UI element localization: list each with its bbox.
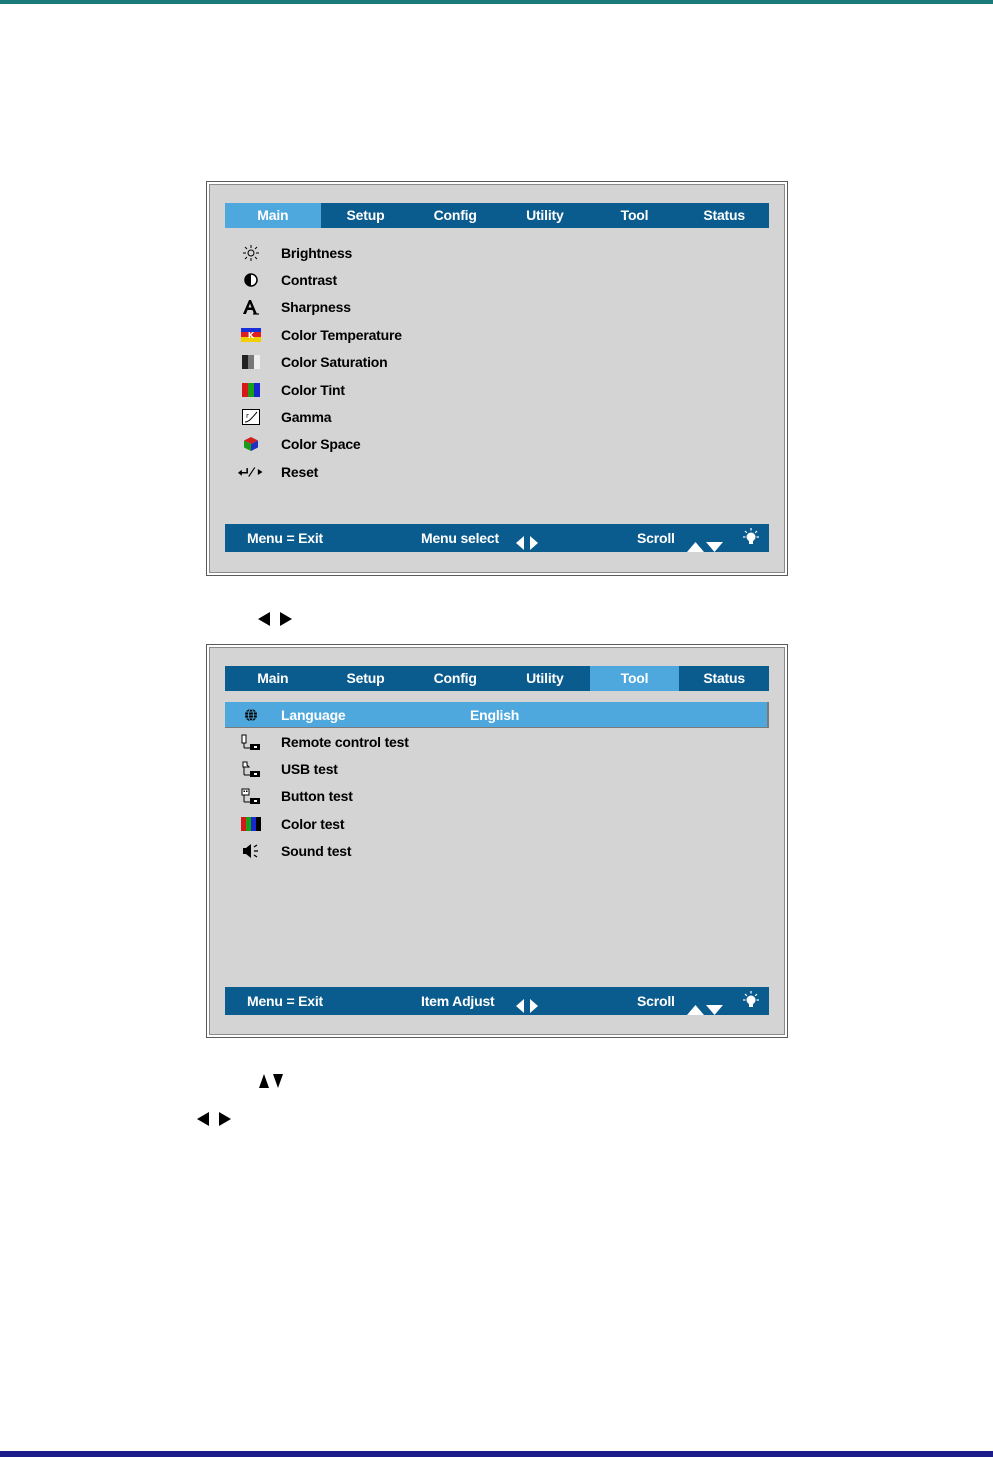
- footer-bar: [225, 524, 769, 552]
- half-circle-icon: [238, 272, 264, 288]
- speaker-icon: [238, 843, 264, 859]
- menu-item-reset[interactable]: [225, 458, 769, 485]
- tab-bar: [225, 203, 769, 228]
- left-right-arrows-icon: [516, 994, 540, 1022]
- left-right-arrows-icon: [197, 1112, 233, 1131]
- tab-utility[interactable]: Utility: [526, 207, 564, 223]
- tab-utility[interactable]: Utility: [526, 670, 564, 686]
- color-space-cube-icon: [238, 436, 264, 452]
- svg-text:K: K: [247, 330, 255, 340]
- menu-item-brightness[interactable]: [225, 239, 769, 266]
- menu-item-label: Color Saturation: [281, 354, 388, 371]
- remote-test-icon: [238, 734, 264, 750]
- menu-item-label: Color Space: [281, 436, 361, 453]
- osd-tool-menu-panel: [206, 644, 788, 1038]
- menu-item-label: Button test: [281, 788, 353, 805]
- footer-scroll-hint: Scroll: [637, 530, 675, 546]
- menu-item-label: Brightness: [281, 244, 353, 261]
- menu-item-label: Color Temperature: [281, 326, 402, 343]
- footer-item-adjust-hint: Item Adjust: [421, 993, 495, 1009]
- tab-setup[interactable]: Setup: [346, 670, 385, 686]
- menu-item-color-test[interactable]: [225, 810, 769, 837]
- tab-main[interactable]: Main: [225, 203, 321, 228]
- sharpness-icon: [238, 299, 264, 315]
- menu-item-label: Remote control test: [281, 733, 409, 750]
- tab-config[interactable]: Config: [433, 207, 477, 223]
- left-right-arrows-icon: [258, 612, 294, 631]
- sun-icon: [238, 245, 264, 261]
- usb-test-icon: [238, 761, 264, 777]
- footer-exit-hint: Menu = Exit: [247, 530, 323, 546]
- menu-item-gamma[interactable]: [225, 403, 769, 430]
- top-rule: [0, 0, 993, 4]
- menu-item-label: Color Tint: [281, 381, 345, 398]
- menu-item-label: Color test: [281, 815, 345, 832]
- gamma-icon: [238, 409, 264, 425]
- menu-item-label: Sound test: [281, 843, 352, 860]
- osd-main-menu-panel: [206, 181, 788, 576]
- tab-main[interactable]: Main: [257, 670, 289, 686]
- menu-item-label: USB test: [281, 761, 338, 778]
- menu-item-color-saturation[interactable]: [225, 349, 769, 376]
- left-right-arrows-icon: [516, 531, 540, 559]
- footer-menu-select-hint: Menu select: [421, 530, 499, 546]
- tab-tool[interactable]: Tool: [590, 666, 680, 691]
- menu-item-color-space[interactable]: [225, 431, 769, 458]
- color-test-icon: [238, 816, 264, 832]
- menu-item-label: Contrast: [281, 272, 337, 289]
- menu-items-list: [225, 239, 769, 486]
- language-value[interactable]: English: [470, 706, 520, 723]
- tab-bar: [225, 666, 769, 691]
- menu-item-color-tint[interactable]: [225, 376, 769, 403]
- up-down-arrows-icon: [687, 996, 723, 1024]
- menu-item-label: Reset: [281, 463, 319, 480]
- menu-item-button-test[interactable]: [225, 783, 769, 810]
- reset-icon: [238, 464, 264, 480]
- menu-item-color-temperature[interactable]: [225, 321, 769, 348]
- menu-item-remote-control-test[interactable]: [225, 728, 769, 755]
- footer-exit-hint: Menu = Exit: [247, 993, 323, 1009]
- menu-item-contrast[interactable]: [225, 266, 769, 293]
- menu-item-label: Sharpness: [281, 299, 351, 316]
- menu-item-usb-test[interactable]: [225, 755, 769, 782]
- tab-setup[interactable]: Setup: [346, 207, 385, 223]
- button-test-icon: [238, 788, 264, 804]
- svg-text:r: r: [246, 412, 249, 421]
- menu-items-list: [225, 702, 769, 865]
- color-saturation-icon: [238, 354, 264, 370]
- tab-status[interactable]: Status: [703, 670, 745, 686]
- color-tint-icon: [238, 382, 264, 398]
- menu-item-sharpness[interactable]: [225, 294, 769, 321]
- globe-icon: [238, 707, 264, 723]
- up-down-arrows-icon: [259, 1074, 285, 1093]
- bottom-rule: [0, 1451, 993, 1457]
- lightbulb-icon: [741, 528, 761, 557]
- tab-tool[interactable]: Tool: [620, 207, 649, 223]
- tab-status[interactable]: Status: [703, 207, 745, 223]
- menu-item-sound-test[interactable]: [225, 838, 769, 865]
- footer-bar: [225, 987, 769, 1015]
- footer-scroll-hint: Scroll: [637, 993, 675, 1009]
- lightbulb-icon: [741, 991, 761, 1020]
- menu-item-label: Language: [281, 706, 346, 723]
- menu-item-label: Gamma: [281, 409, 332, 426]
- menu-item-language[interactable]: [225, 702, 769, 728]
- tab-config[interactable]: Config: [433, 670, 477, 686]
- up-down-arrows-icon: [687, 533, 723, 561]
- color-temperature-icon: [238, 327, 264, 343]
